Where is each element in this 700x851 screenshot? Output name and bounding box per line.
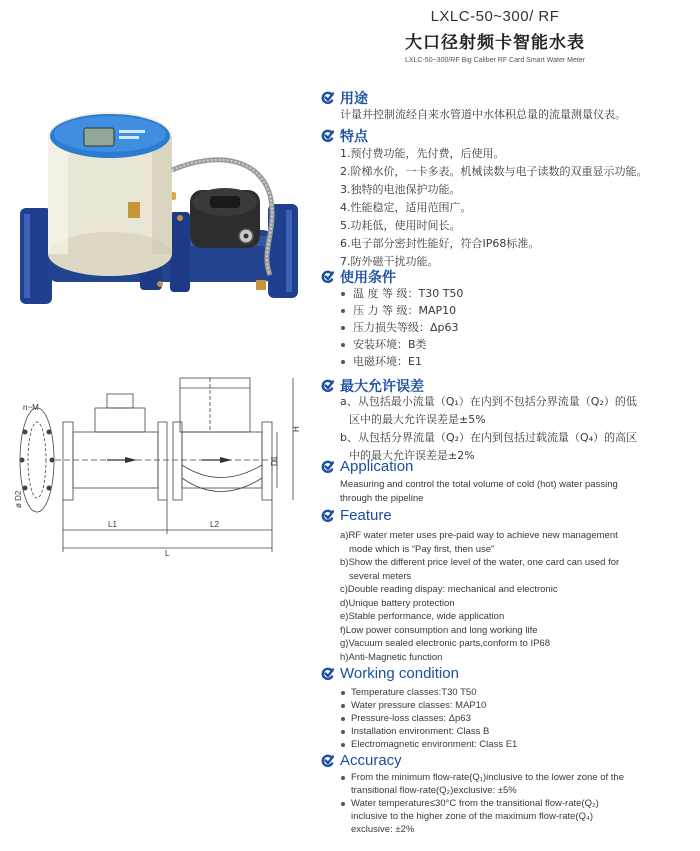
list-item: 6.电子部分密封性能好，符合IP68标准。 <box>340 237 540 250</box>
dimension-drawing <box>15 370 305 560</box>
text-line: inclusive to the higher zone of the maximum flow-rate(Q₄) <box>351 811 594 822</box>
feature-en-list <box>340 529 690 664</box>
list-item: Temperature classes:T30 T50 <box>340 686 690 699</box>
section-marker-icon <box>320 667 334 681</box>
label-l2: L2 <box>210 520 219 529</box>
list-item: 2.阶梯水价，一卡多表。机械读数与电子读数的双重显示功能。 <box>340 165 648 178</box>
section-marker-icon <box>320 379 334 393</box>
section-title: Application <box>340 458 414 475</box>
list-item: 压力损失等级：Δp63 <box>340 319 685 336</box>
list-item: a)RF water meter uses pre-paid way to achieve new management <box>340 530 618 541</box>
list-item: 温 度 等 级：T30 T50 <box>340 285 685 302</box>
list-item: g)Vacuum sealed electronic parts,conform to IP68 <box>340 638 550 649</box>
list-item: h)Anti-Magnetic function <box>340 651 443 663</box>
section-conditions-cn <box>320 267 396 287</box>
list-item: 7.防外磁干扰功能。 <box>340 255 439 268</box>
list-item: 1.预付费功能，先付费，后使用。 <box>340 147 505 160</box>
list-item: Water pressure classes: MAP10 <box>340 699 690 712</box>
section-working-condition <box>320 665 459 682</box>
text-line: Measuring and control the total volume of cold (hot) water passing <box>340 479 618 490</box>
product-title-en: LXLC-50~300/RF Big Caliber RF Card Smart Water Meter <box>404 57 586 64</box>
text-line: exclusive: ±2% <box>351 824 415 835</box>
section-title: 最大允许误差 <box>340 379 424 395</box>
section-marker-icon <box>320 270 334 284</box>
label-l: L <box>165 549 170 558</box>
title-block <box>330 8 660 64</box>
model-number: LXLC-50~300/ RF <box>430 8 560 25</box>
section-marker-icon <box>320 509 334 523</box>
label-h: H <box>292 426 301 432</box>
list-item: 安装环境：B类 <box>340 336 685 353</box>
list-item: e)Stable performance, wide application <box>340 611 505 622</box>
section-title: Working condition <box>340 665 459 682</box>
list-item: 电磁环境：E1 <box>340 353 685 370</box>
label-d1: D1 <box>270 455 279 466</box>
list-item: b)Show the different price level of the water, one card can used for <box>340 557 620 568</box>
list-item: 压 力 等 级：MAP10 <box>340 302 685 319</box>
working-condition-list <box>340 686 690 751</box>
list-item: Installation environment: Class B <box>340 725 690 738</box>
list-item: 5.功耗低，使用时间长。 <box>340 219 461 232</box>
list-item-continued: several meters <box>349 570 412 582</box>
section-title: Accuracy <box>340 752 402 769</box>
list-item-continued: 区中的最大允许误差是±5% <box>349 413 486 426</box>
list-item: Pressure-loss classes: Δp63 <box>340 712 690 725</box>
features-cn-list <box>340 145 685 271</box>
text-line: Water temperature≤30°C from the transitional flow-rate(Q₂) <box>351 798 599 809</box>
conditions-cn-list <box>340 285 685 370</box>
product-title-cn: 大口径射频卡智能水表 <box>405 33 585 53</box>
section-title: 特点 <box>340 129 368 145</box>
list-item-continued: 中的最大允许误差是±2% <box>349 449 475 462</box>
section-marker-icon <box>320 754 334 768</box>
accuracy-list <box>340 771 690 836</box>
text-line: transitional flow-rate(Q₂)exclusive: ±5% <box>351 785 517 796</box>
section-marker-icon <box>320 460 334 474</box>
text-line: From the minimum flow-rate(Q₁)inclusive to the lower zone of the <box>351 772 624 783</box>
product-photo <box>20 100 310 310</box>
section-title: 使用条件 <box>340 270 396 286</box>
section-usage <box>320 88 368 108</box>
text-line: through the pipeline <box>340 492 424 504</box>
list-item: c)Double reading dispay: mechanical and electronic <box>340 584 558 595</box>
section-title: Feature <box>340 507 392 524</box>
list-item <box>340 771 690 797</box>
section-feature-en <box>320 507 392 524</box>
list-item: 4.性能稳定，适用范围广。 <box>340 201 472 214</box>
section-title: 用途 <box>340 91 368 107</box>
list-item: f)Low power consumption and long working life <box>340 624 538 636</box>
error-cn-list <box>340 393 685 465</box>
list-item-continued: mode which is “Pay first, then use” <box>349 543 495 555</box>
section-features-cn <box>320 126 368 146</box>
list-item: Electromagnetic environment: Class E1 <box>340 738 690 751</box>
application-text <box>340 478 690 505</box>
usage-text: 计量并控制流经自来水管道中水体积总量的流量测量仪表。 <box>340 108 626 121</box>
section-marker-icon <box>320 91 334 105</box>
label-n-m: n~M <box>23 403 39 412</box>
list-item: d)Unique battery protection <box>340 597 455 609</box>
section-marker-icon <box>320 129 334 143</box>
section-application <box>320 458 413 475</box>
list-item <box>340 797 690 836</box>
list-item: a、从包括最小流量（Q₁）在内到不包括分界流量（Q₂）的低 <box>340 395 637 408</box>
list-item: 3.独特的电池保护功能。 <box>340 183 461 196</box>
list-item: b、从包括分界流量（Q₂）在内到包括过载流量（Q₄）的高区 <box>340 431 638 444</box>
section-accuracy <box>320 752 402 769</box>
label-d2: ø D2 <box>14 490 23 508</box>
label-l1: L1 <box>108 520 117 529</box>
